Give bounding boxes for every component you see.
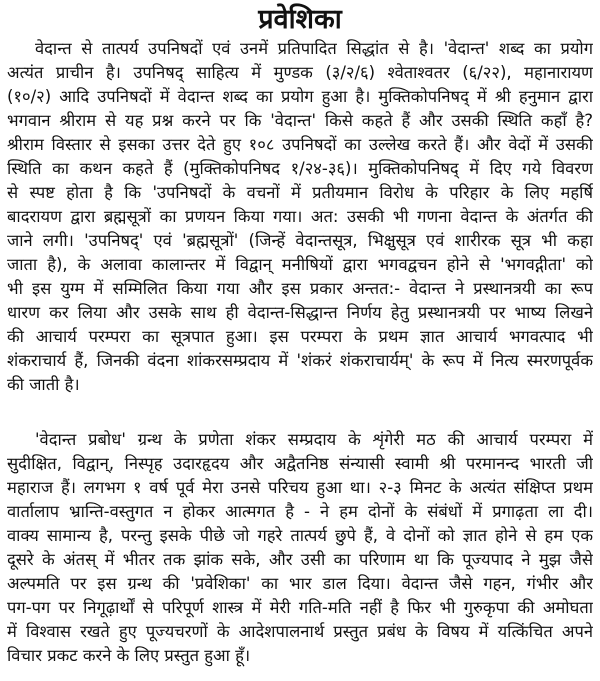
text-line: 'वेदान्त प्रबोध' ग्रन्थ के प्रणेता शंकर सम्प्रदाय के शृंगेरी मठ की आचार्य परम्परा में bbox=[35, 430, 593, 449]
text-line: पग-पग पर निगूढ़ार्थों से परिपूर्ण शास्त्र में मेरी गति-मति नहीं है फिर भी गुरुकृपा की अमोघता bbox=[7, 598, 593, 617]
text-line: की आचार्य परम्परा का सूत्रपात हुआ। इस परम्परा के प्रथम ज्ञात आचार्य भगवत्पाद भी bbox=[7, 327, 593, 346]
text-line: की जाती है। bbox=[7, 375, 80, 394]
text-line: वाक्य सामान्य है, परन्तु इसके पीछे जो गहरे तात्पर्य छुपे हैं, वे दोनों को ज्ञात होने से हम एक bbox=[7, 526, 593, 545]
text-line: अत्यंत प्राचीन है। उपनिषद् साहित्य में मुण्डक (३/२/६) श्वेताश्वतर (६/२२), महानारायण bbox=[7, 63, 593, 82]
text-line: जाता है), के अलावा कालान्तर में विद्वान् मनीषियों द्वारा भगवद्वचन होने से 'भगवद्गीता' को bbox=[7, 255, 593, 274]
text-line: श्रीराम विस्तार से इसका उत्तर देते हुए १०८ उपनिषदों का उल्लेख करते हैं। और वेदों में उसकी bbox=[7, 135, 593, 154]
text-line: महाराज हैं। लगभग १ वर्ष पूर्व मेरा उनसे परिचय हुआ था। २-३ मिनट के अत्यंत संक्षिप्त प्रथम bbox=[7, 478, 593, 497]
text-line: अल्पमति पर इस ग्रन्थ की 'प्रवेशिका' का भार डाल दिया। वेदान्त जैसे गहन, गंभीर और bbox=[7, 574, 593, 593]
page-title: प्रवेशिका bbox=[258, 4, 342, 35]
text-line: शंकराचार्य हैं, जिनकी वंदना शांकरसम्प्रदाय में 'शंकरं शंकराचार्यम्' के रूप में नित्य स्मरणपूर्वक bbox=[7, 351, 593, 370]
paragraph-2 bbox=[7, 428, 593, 668]
text-line: स्थिति का कथन कहते हैं (मुक्तिकोपनिषद १/२४-३६)। मुक्तिकोपनिषद् में दिए गये विवरण bbox=[7, 159, 593, 178]
text-line: धारण कर लिया और उसके साथ ही वेदान्त-सिद्धान्त निर्णय हेतु प्रस्थानत्रयी पर भाष्य लिखने bbox=[7, 303, 593, 322]
text-line: (१०/२) आदि उपनिषदों में वेदान्त शब्द का प्रयोग हुआ है। मुक्तिकोपनिषद् में श्री हनुमान द्वारा bbox=[7, 87, 593, 106]
text-line: जाने लगी। 'उपनिषद्' एवं 'ब्रह्मसूत्रों' (जिन्हें वेदान्तसूत्र, भिक्षुसूत्र एवं शारीरक सूत्र भी कहा bbox=[7, 231, 593, 250]
text-line: सुदीक्षित, विद्वान्, निस्पृह उदारहृदय और अद्वैतनिष्ठ संन्यासी स्वामी श्री परमानन्द भारती जी bbox=[7, 454, 593, 473]
text-line: वेदान्त से तात्पर्य उपनिषदों एवं उनमें प्रतिपादित सिद्धांत से है। 'वेदान्त' शब्द का प्रयोग bbox=[35, 39, 593, 58]
text-line: में विश्वास रखते हुए पूज्यचरणों के आदेशपालनार्थ प्रस्तुत प्रबंध के विषय में यत्किंचित अपने bbox=[7, 622, 593, 641]
text-line: बादरायण द्वारा ब्रह्मसूत्रों का प्रणयन किया गया। अत: उसकी भी गणना वेदान्त के अंतर्गत की bbox=[7, 207, 593, 226]
text-line: से स्पष्ट होता है कि 'उपनिषदों के वचनों में प्रतीयमान विरोध के परिहार के लिए महर्षि bbox=[7, 183, 593, 202]
text-line: वार्तालाप भ्रान्ति-वस्तुगत न होकर आत्मगत है - ने हम दोनों के संबंधों में प्रगाढ़ता ला दी। bbox=[7, 502, 593, 521]
text-line: भी इस युग्म में सम्मिलित किया गया और इस प्रकार अन्तत:- वेदान्त ने प्रस्थानत्रयी का रूप bbox=[7, 279, 593, 298]
paragraph-1 bbox=[7, 37, 593, 397]
text-line: विचार प्रकट करने के लिए प्रस्तुत हुआ हूँ। bbox=[7, 646, 251, 665]
text-line: दूसरे के अंतस् में भीतर तक झांक सके, और उसी का परिणाम था कि पूज्यपाद ने मुझ जैसे bbox=[7, 550, 593, 569]
text-line: भगवान श्रीराम से यह प्रश्न करने पर कि 'वेदान्त' किसे कहते हैं और उसकी स्थिति कहाँ है? bbox=[7, 111, 593, 130]
